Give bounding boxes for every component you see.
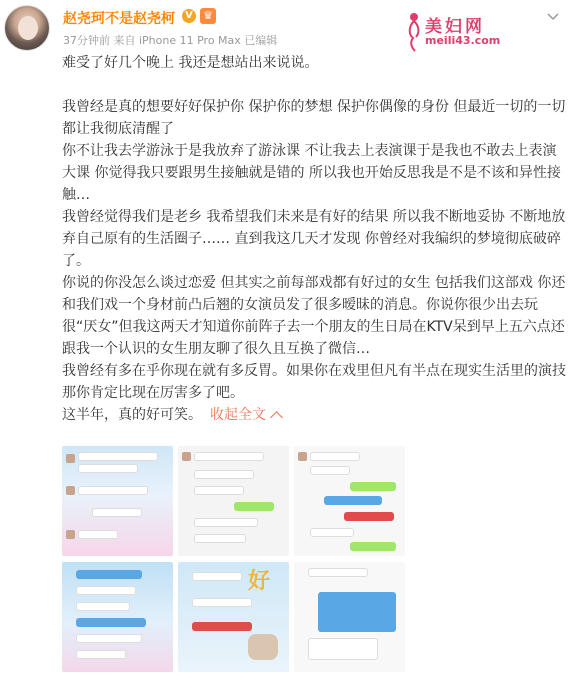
chat-bubble	[350, 482, 396, 491]
username[interactable]: 赵尧珂不是赵尧柯	[63, 11, 175, 27]
collapse-button[interactable]	[210, 407, 281, 423]
chat-avatar	[298, 452, 307, 461]
watermark-logo	[395, 12, 535, 52]
chat-bubble	[234, 502, 274, 511]
chat-screenshot-2[interactable]	[178, 446, 289, 556]
crown-icon: ♛	[200, 8, 216, 24]
chat-bubble	[192, 572, 242, 581]
chat-bubble	[194, 486, 244, 495]
sticker-icon: 好	[248, 569, 271, 594]
post-paragraph: 我曾经有多在乎你现在就有多反胃。如果你在戏里但凡有半点在现实生活里的演技那你肯定比现在厉害多了吧。	[62, 363, 566, 401]
chat-bubble	[78, 486, 148, 495]
chat-bubble	[92, 508, 142, 517]
last-line-text: 这半年，真的好可笑。	[62, 407, 202, 423]
chat-bubble	[78, 530, 118, 539]
post-paragraph: 你说的你没怎么谈过恋爱 但其实之前每部戏都有好过的女生 包括我们这部戏 你还和我们戏一个身材前凸后翘的女演员发了很多暧昧的消息。你说你很少出去玩很“厌女”但我这两天才知道你前阵子去一个朋友的生日局在KTV呆到早上五六点还跟我一个认识的女生朋友聊了很久且互换了微信…	[62, 275, 566, 357]
chat-screenshot-3[interactable]	[294, 446, 405, 556]
chevron-down-icon[interactable]	[546, 10, 560, 24]
post-body	[62, 52, 570, 426]
post-last-line	[62, 404, 570, 426]
watermark-url: meili43.com	[425, 34, 501, 47]
chat-avatar	[66, 530, 75, 539]
chat-bubble	[192, 622, 252, 631]
chat-bubble	[194, 534, 246, 543]
chat-avatar	[66, 486, 75, 495]
cat-sticker-icon	[248, 634, 278, 660]
chat-bubble	[310, 528, 354, 537]
chat-bubble	[76, 650, 126, 659]
chat-avatar	[66, 454, 75, 463]
post-paragraph: 我曾经是真的想要好好保护你 保护你的梦想 保护你偶像的身份 但最近一切的一切都让我彻底清醒了	[62, 99, 566, 137]
woman-figure-icon	[405, 12, 423, 52]
verified-icon: V	[182, 9, 196, 23]
chat-screenshot-5[interactable]	[178, 562, 289, 672]
chat-bubble	[76, 586, 136, 595]
chat-screenshot-1[interactable]	[62, 446, 173, 556]
chat-bubble	[308, 568, 368, 577]
paragraph-gap	[62, 74, 570, 96]
chat-bubble	[194, 518, 258, 527]
chat-bubble	[310, 466, 350, 475]
post-meta: 37分钟前 来自 iPhone 11 Pro Max 已编辑	[63, 34, 278, 47]
watermark-title: 美妇网	[425, 17, 485, 37]
chat-bubble	[78, 452, 158, 461]
collapse-label: 收起全文	[210, 407, 266, 423]
chat-screenshot-4[interactable]	[62, 562, 173, 672]
chat-bubble	[194, 470, 254, 479]
chat-bubble	[344, 512, 394, 521]
chat-bubble	[194, 452, 264, 461]
chat-bubble	[76, 618, 146, 627]
chat-bubble	[308, 638, 378, 660]
chat-bubble	[76, 602, 130, 611]
chat-bubble	[324, 496, 382, 505]
avatar[interactable]	[4, 5, 50, 51]
chat-screenshot-6[interactable]	[294, 562, 405, 672]
chat-bubble	[310, 452, 360, 461]
post-paragraph: 我曾经觉得我们是老乡 我希望我们未来是有好的结果 所以我不断地妥协 不断地放弃自己原有的生活圈子…… 直到我这几天才发现 你曾经对我编织的梦境彻底破碎了。	[62, 209, 566, 269]
chat-bubble	[78, 464, 138, 473]
post-paragraph: 难受了好几个晚上 我还是想站出来说说。	[62, 55, 319, 71]
chat-bubble	[76, 634, 142, 643]
chat-bubble	[350, 542, 396, 551]
image-grid	[62, 446, 512, 670]
post-paragraph: 你不让我去学游泳于是我放弃了游泳课 不让我去上表演课于是我也不敢去上表演大课 你觉得我只要跟男生接触就是错的 所以我也开始反思我是不是不该和异性接触…	[62, 143, 561, 203]
chat-avatar	[182, 452, 191, 461]
chevron-up-icon	[270, 411, 283, 424]
chat-bubble	[192, 598, 252, 607]
chat-bubble	[76, 570, 142, 579]
chat-bubble	[318, 592, 396, 632]
